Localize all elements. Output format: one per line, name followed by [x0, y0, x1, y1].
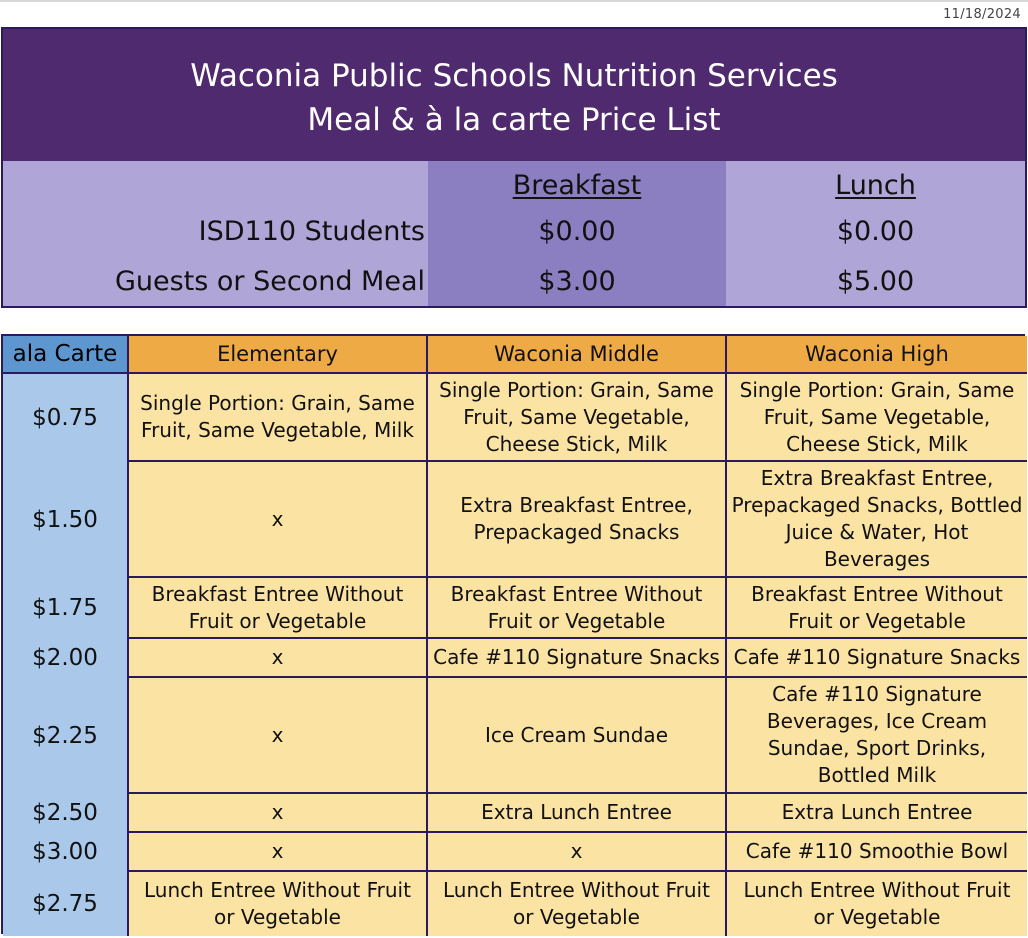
price-cell: $3.00: [3, 833, 129, 872]
price-cell: $1.50: [3, 462, 129, 578]
high-cell: Cafe #110 Signature Beverages, Ice Cream Sundae, Sport Drinks, Bottled Milk: [727, 678, 1027, 794]
high-cell: Cafe #110 Smoothie Bowl: [727, 833, 1027, 872]
middle-header: Waconia Middle: [428, 336, 727, 374]
elementary-cell: x: [129, 833, 428, 872]
elementary-cell: x: [129, 794, 428, 833]
middle-cell: Lunch Entree Without Fruit or Vegetable: [428, 872, 727, 936]
high-cell: Lunch Entree Without Fruit or Vegetable: [727, 872, 1027, 936]
guests-lunch-price: $5.00: [836, 266, 915, 297]
price-cell: $2.00: [3, 639, 129, 678]
middle-cell: Extra Breakfast Entree, Prepackaged Snacks: [428, 462, 727, 578]
high-cell: Extra Breakfast Entree, Prepackaged Snacks, Bottled Juice & Water, Hot Beverages: [727, 462, 1027, 578]
price-cell: $0.75: [3, 374, 129, 462]
middle-cell: Extra Lunch Entree: [428, 794, 727, 833]
high-cell: Cafe #110 Signature Snacks: [727, 639, 1027, 678]
elementary-cell: Breakfast Entree Without Fruit or Vegetable: [129, 578, 428, 639]
price-cell: $2.75: [3, 872, 129, 936]
price-cell: $2.50: [3, 794, 129, 833]
breakfast-header: Breakfast: [512, 170, 642, 201]
print-date: 11/18/2024: [943, 7, 1021, 22]
guests-breakfast-price: $3.00: [538, 266, 616, 297]
row-label-students: ISD110 Students: [198, 216, 425, 247]
high-header: Waconia High: [727, 336, 1027, 374]
middle-cell: Ice Cream Sundae: [428, 678, 727, 794]
elementary-cell: Single Portion: Grain, Same Fruit, Same Vegetable, Milk: [129, 374, 428, 462]
page-title: Waconia Public Schools Nutrition Services: [190, 58, 838, 94]
elementary-cell: x: [129, 462, 428, 578]
page-subtitle: Meal & à la carte Price List: [307, 102, 721, 138]
high-cell: Extra Lunch Entree: [727, 794, 1027, 833]
middle-cell: Breakfast Entree Without Fruit or Vegetable: [428, 578, 727, 639]
elementary-cell: Lunch Entree Without Fruit or Vegetable: [129, 872, 428, 936]
top-divider: [0, 0, 1028, 2]
middle-cell: x: [428, 833, 727, 872]
high-cell: Breakfast Entree Without Fruit or Vegetable: [727, 578, 1027, 639]
students-breakfast-price: $0.00: [538, 216, 616, 247]
high-cell: Single Portion: Grain, Same Fruit, Same Vegetable, Cheese Stick, Milk: [727, 374, 1027, 462]
row-label-guests: Guests or Second Meal: [114, 266, 425, 297]
ala-carte-table: [1, 334, 1025, 934]
elementary-header: Elementary: [129, 336, 428, 374]
price-cell: $1.75: [3, 578, 129, 639]
elementary-cell: x: [129, 639, 428, 678]
middle-cell: Cafe #110 Signature Snacks: [428, 639, 727, 678]
elementary-cell: x: [129, 678, 428, 794]
title-banner: [1, 27, 1027, 165]
meal-price-table: [1, 161, 1027, 308]
middle-cell: Single Portion: Grain, Same Fruit, Same Vegetable, Cheese Stick, Milk: [428, 374, 727, 462]
ala-carte-header: ala Carte: [3, 336, 129, 374]
students-lunch-price: $0.00: [836, 216, 915, 247]
lunch-header: Lunch: [835, 170, 916, 201]
price-cell: $2.25: [3, 678, 129, 794]
